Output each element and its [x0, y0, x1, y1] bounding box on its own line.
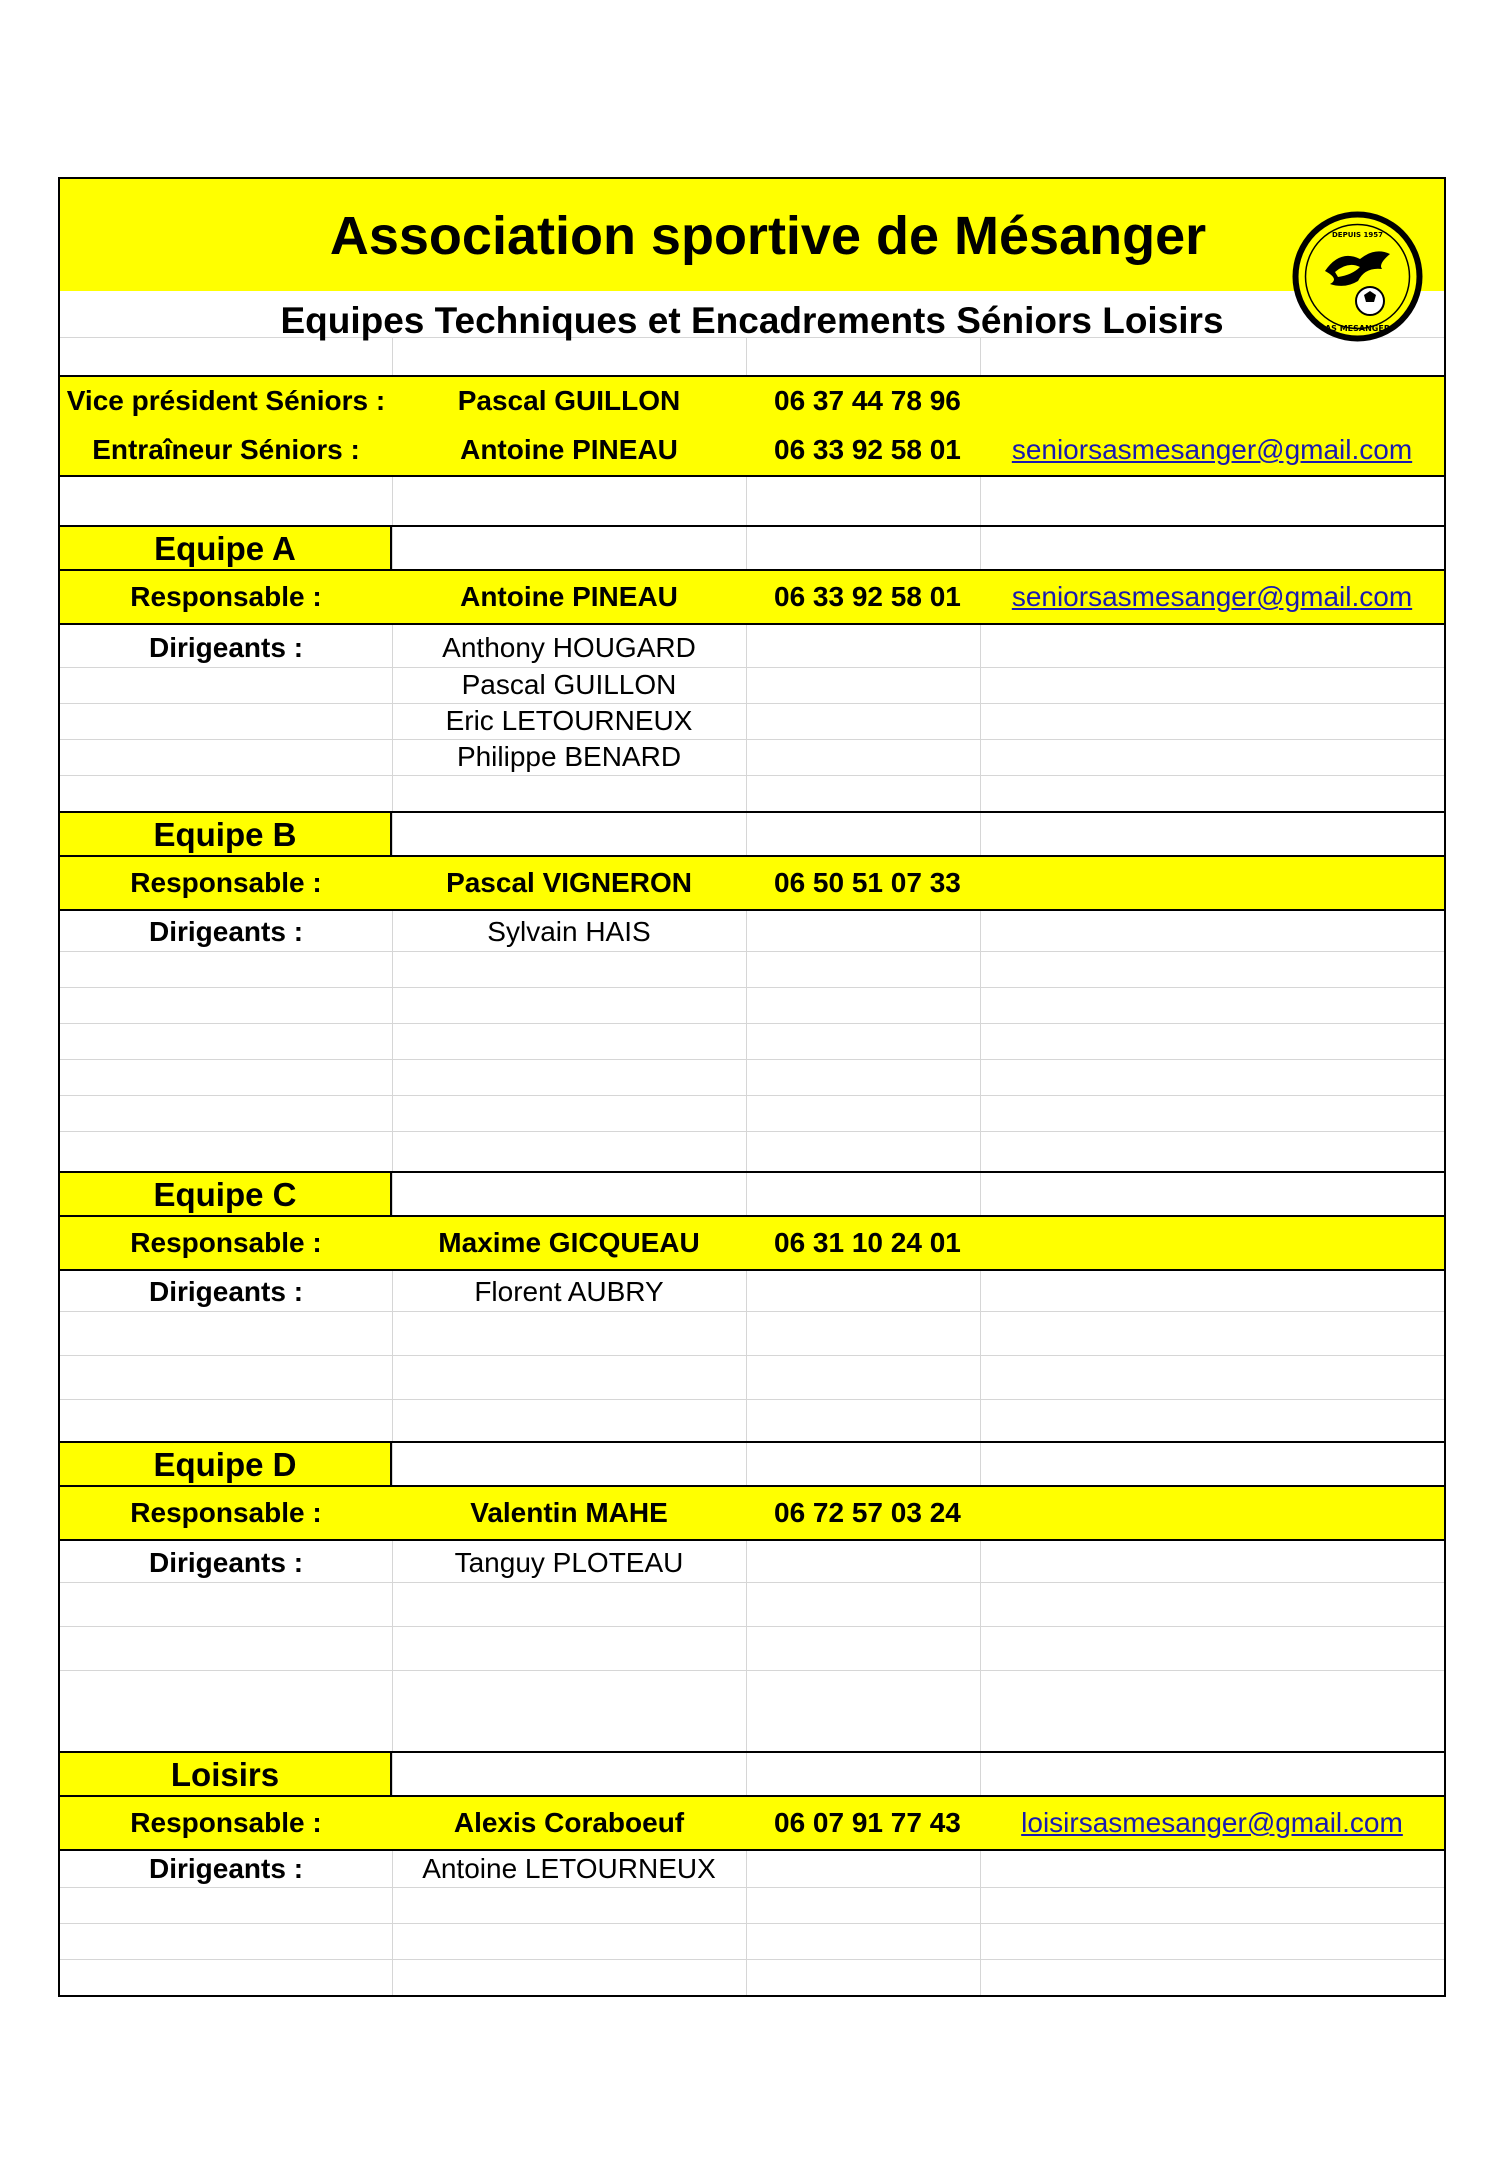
grid-line	[60, 1582, 1444, 1583]
grid-line	[60, 1355, 1444, 1356]
dirigeants-label: Dirigeants :	[148, 1853, 304, 1884]
staff-role: Entraîneur Séniors :	[92, 434, 360, 465]
team-loisirs-responsable-row	[60, 1795, 1444, 1851]
team-b-responsable-row	[60, 855, 1444, 911]
responsable-name: Pascal VIGNERON	[446, 867, 692, 898]
responsable-phone: 06 07 91 77 43	[774, 1807, 961, 1838]
dirigeants-label: Dirigeants :	[148, 1276, 304, 1307]
dirigeants-label: Dirigeants :	[148, 1546, 304, 1578]
dirigeant-row	[60, 913, 1444, 951]
grid-line	[60, 1923, 1444, 1924]
staff-email-link[interactable]: seniorsasmesanger@gmail.com	[1011, 434, 1413, 465]
page-title: Association sportive de Mésanger	[329, 206, 1207, 266]
responsable-name: Maxime GICQUEAU	[438, 1227, 700, 1258]
grid-line	[60, 1399, 1444, 1400]
grid-line	[60, 1059, 1444, 1060]
team-d-responsable-row	[60, 1485, 1444, 1541]
responsable-email-link[interactable]: loisirsasmesanger@gmail.com	[1021, 1807, 1403, 1838]
grid-line	[60, 1626, 1444, 1627]
responsable-email-cell	[980, 571, 1444, 623]
responsable-label: Responsable :	[130, 1807, 322, 1838]
responsable-name: Antoine PINEAU	[460, 581, 678, 612]
dirigeants-label: Dirigeants :	[148, 916, 304, 947]
responsable-phone: 06 31 10 24 01	[774, 1227, 961, 1258]
team-b-header-row	[60, 811, 1444, 857]
responsable-label: Responsable :	[130, 581, 322, 612]
dirigeants-label: Dirigeants :	[148, 632, 304, 663]
dirigeant-row	[60, 703, 1444, 739]
grid-line	[60, 1887, 1444, 1888]
responsable-name: Valentin MAHE	[470, 1497, 668, 1528]
team-title: Equipe D	[60, 1443, 392, 1487]
page-subtitle: Equipes Techniques et Encadrements Séniors Loisirs	[280, 300, 1224, 341]
team-a-responsable-row	[60, 569, 1444, 625]
responsable-email-cell	[980, 1797, 1444, 1849]
staff-phone: 06 33 92 58 01	[774, 434, 961, 465]
grid-line	[60, 1131, 1444, 1132]
team-title: Equipe A	[60, 527, 392, 571]
grid-line	[60, 987, 1444, 988]
responsable-email-link[interactable]: seniorsasmesanger@gmail.com	[1011, 581, 1413, 612]
staff-phone: 06 37 44 78 96	[774, 385, 961, 416]
grid-line	[60, 1095, 1444, 1096]
grid-line	[60, 1670, 1444, 1671]
roster-sheet	[58, 177, 1446, 1997]
grid-line	[60, 1023, 1444, 1024]
club-logo-icon	[1290, 209, 1425, 344]
staff-email-cell	[980, 425, 1444, 475]
team-c-responsable-row	[60, 1215, 1444, 1271]
dirigeant-name: Anthony HOUGARD	[442, 632, 696, 663]
logo-text-bottom: AS MESANGER	[1324, 324, 1391, 333]
grid-line	[60, 951, 1444, 952]
grid-line	[60, 1959, 1444, 1960]
staff-name: Pascal GUILLON	[457, 385, 681, 416]
staff-row-coach	[60, 425, 1444, 477]
responsable-phone: 06 50 51 07 33	[774, 867, 961, 898]
dirigeant-name: Sylvain HAIS	[487, 916, 651, 947]
team-title: Equipe C	[60, 1173, 392, 1217]
grid-line	[60, 1311, 1444, 1312]
dirigeant-row	[60, 1851, 1444, 1887]
responsable-name: Alexis Coraboeuf	[453, 1807, 685, 1838]
staff-role: Vice président Séniors :	[66, 385, 386, 416]
team-a-header-row	[60, 525, 1444, 571]
staff-name: Antoine PINEAU	[460, 434, 678, 465]
dirigeant-name: Florent AUBRY	[474, 1276, 664, 1307]
dirigeant-row	[60, 1543, 1444, 1582]
team-title: Equipe B	[60, 813, 392, 857]
responsable-label: Responsable :	[130, 867, 322, 898]
dirigeant-name: Antoine LETOURNEUX	[422, 1853, 716, 1884]
staff-row-vice-president	[60, 375, 1444, 427]
responsable-phone: 06 33 92 58 01	[774, 581, 961, 612]
logo-text-top: DEPUIS 1957	[1332, 231, 1383, 239]
responsable-phone: 06 72 57 03 24	[774, 1497, 961, 1528]
team-d-header-row	[60, 1441, 1444, 1487]
dirigeant-name: Philippe BENARD	[456, 741, 682, 772]
dirigeant-name: Eric LETOURNEUX	[445, 705, 693, 736]
team-loisirs-header-row	[60, 1751, 1444, 1797]
team-title: Loisirs	[60, 1753, 392, 1797]
dirigeant-row	[60, 629, 1444, 667]
responsable-label: Responsable :	[130, 1227, 322, 1258]
dirigeant-name: Pascal GUILLON	[461, 669, 677, 700]
dirigeant-row	[60, 667, 1444, 703]
dirigeant-row	[60, 1273, 1444, 1311]
dirigeant-row	[60, 739, 1444, 775]
team-c-header-row	[60, 1171, 1444, 1217]
responsable-label: Responsable :	[130, 1497, 322, 1528]
dirigeant-name: Tanguy PLOTEAU	[454, 1546, 684, 1578]
grid-line	[60, 775, 1444, 776]
